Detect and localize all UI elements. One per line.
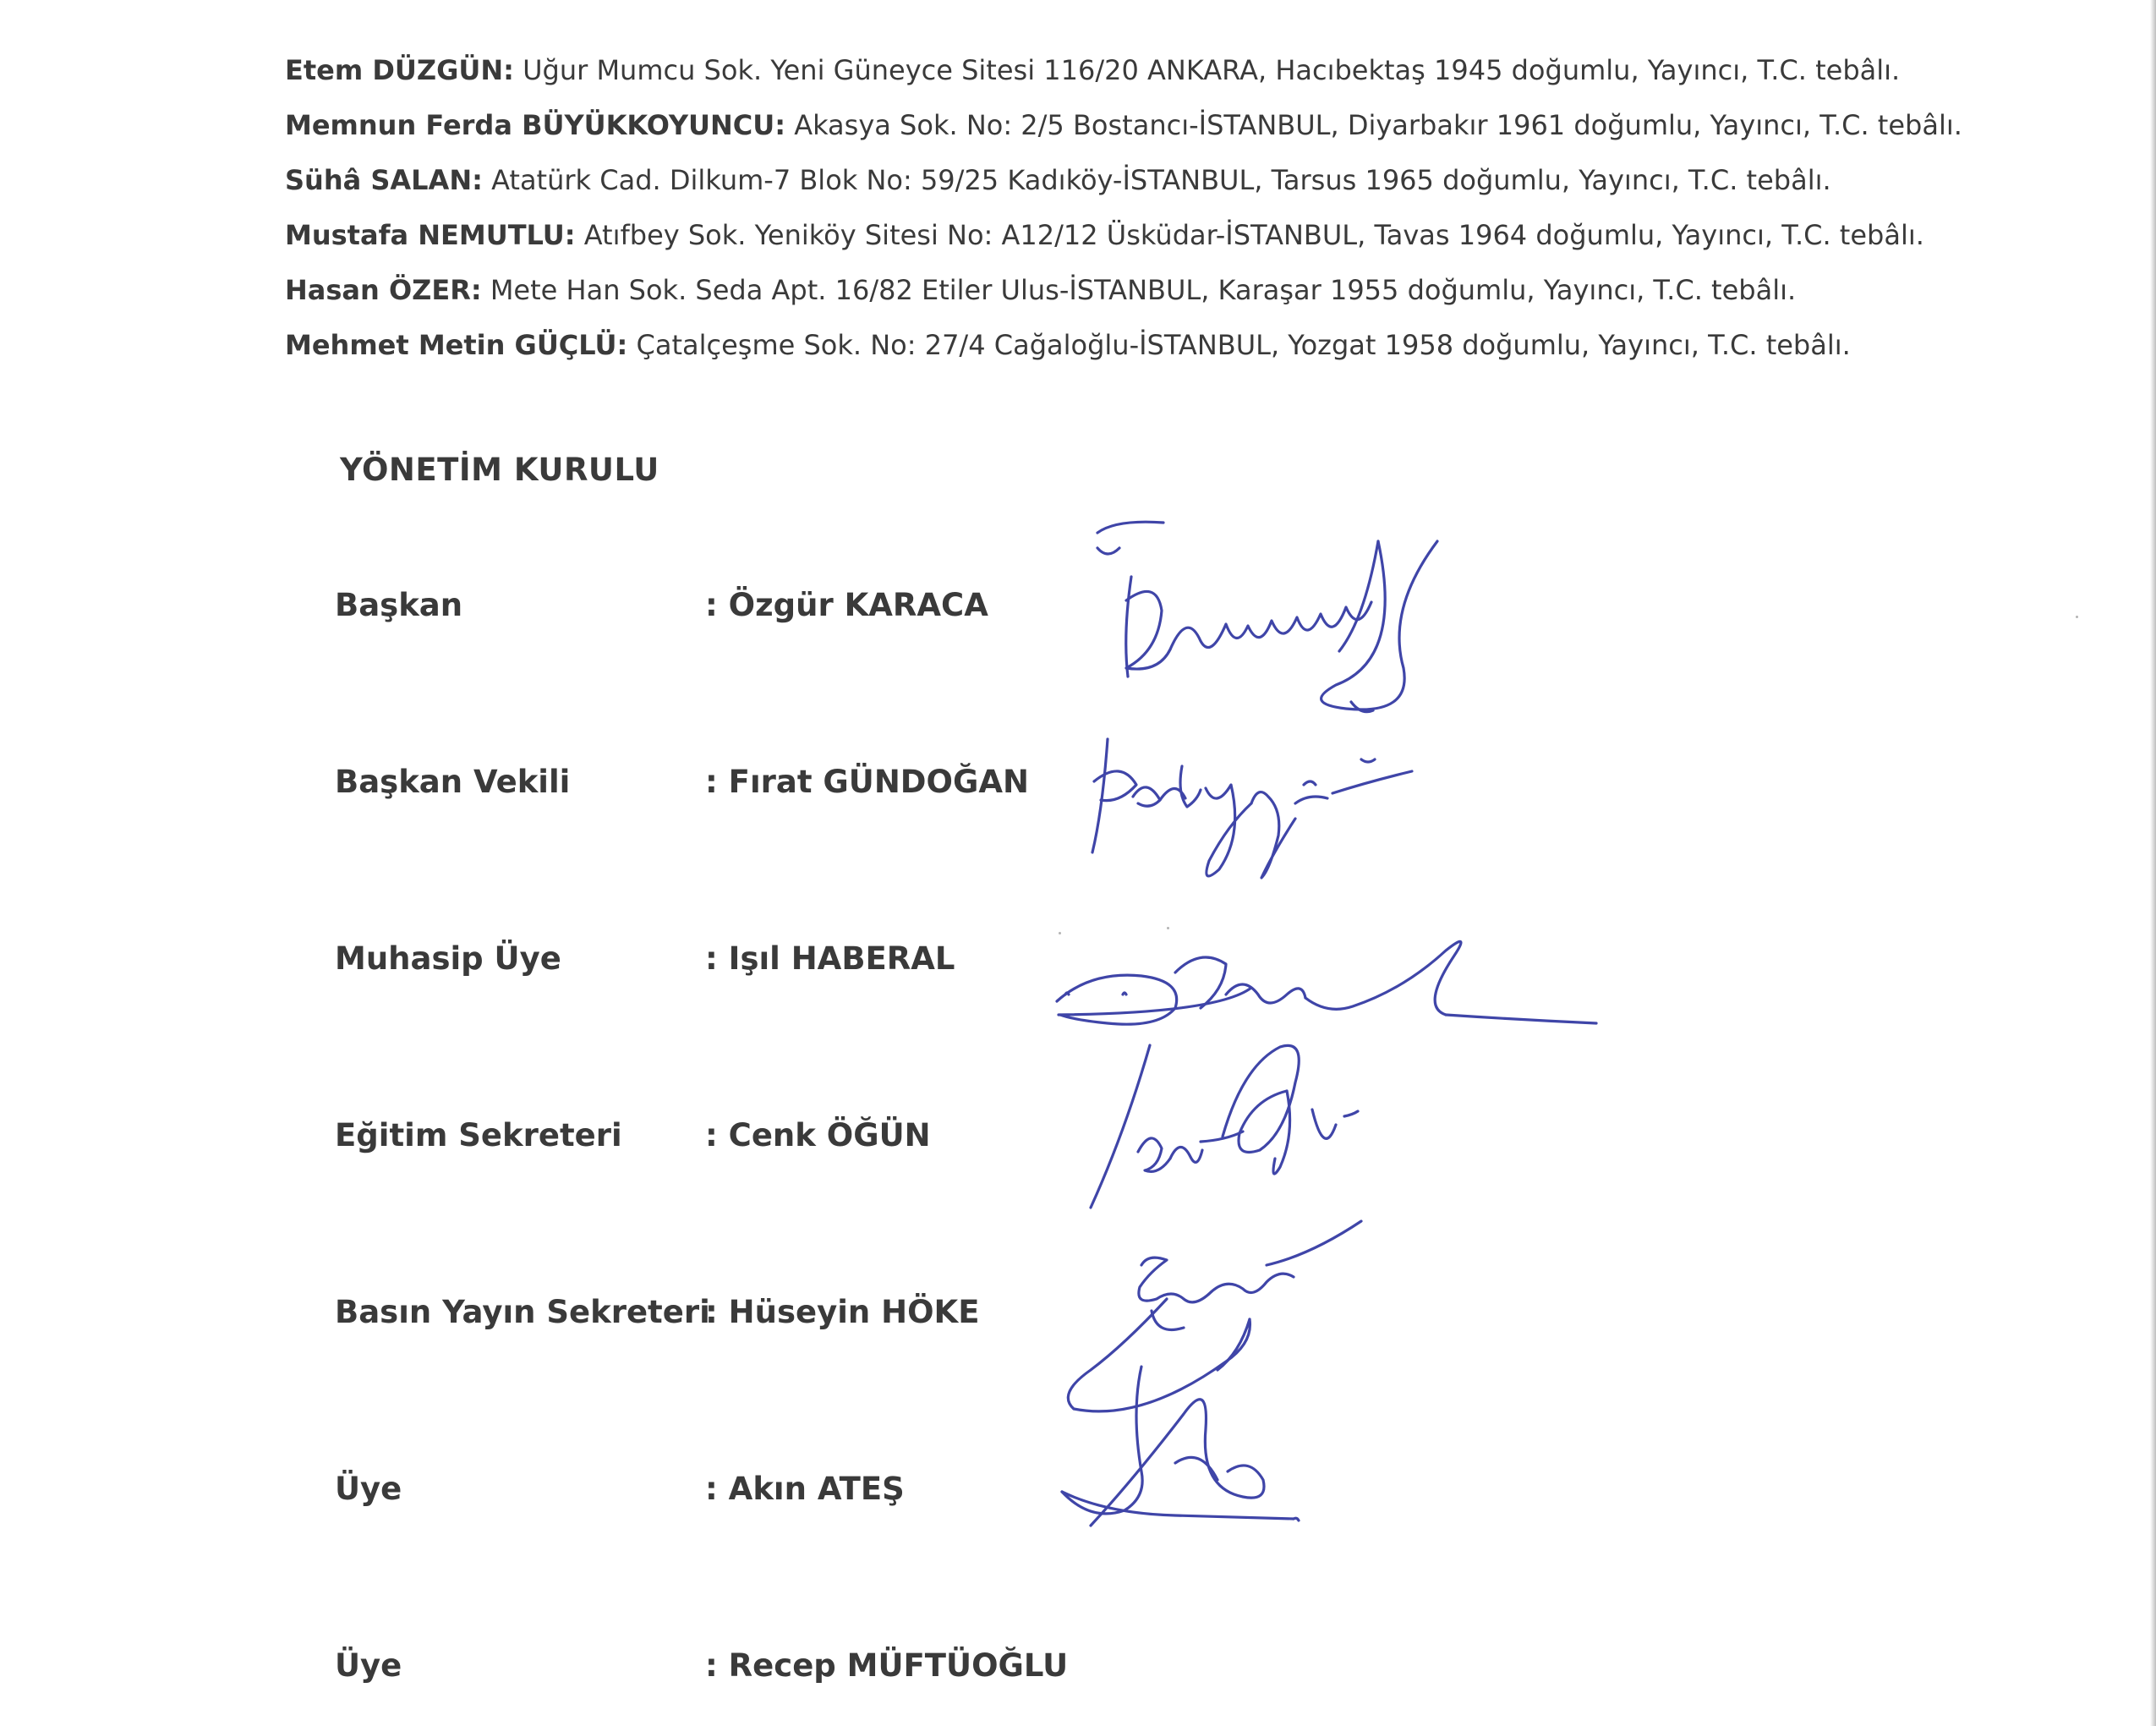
board-row-member — [0, 1645, 1268, 1687]
signature-vice-president — [1082, 726, 1471, 895]
founder-entry — [285, 271, 2077, 326]
board-role: Eğitim Sekreteri — [335, 1117, 622, 1153]
scan-speck — [1167, 927, 1169, 929]
founder-name: Memnun Ferda BÜYÜKKOYUNCU: — [285, 109, 786, 141]
founder-details: Çatalçeşme Sok. No: 27/4 Cağaloğlu-İSTANBUL, Yozgat 1958 doğumlu, Yayıncı, T.C. tebâlı. — [627, 329, 1851, 361]
board-role: Üye — [335, 1471, 402, 1507]
founder-details: Atatürk Cad. Dilkum-7 Blok No: 59/25 Kadıköy-İSTANBUL, Tarsus 1965 doğumlu, Yayıncı, T.C. tebâlı. — [482, 164, 1831, 196]
founder-details: Atıfbey Sok. Yeniköy Sitesi No: A12/12 Üsküdar-İSTANBUL, Tavas 1964 doğumlu, Yayıncı, T.C. tebâlı. — [575, 219, 1924, 251]
signature-president — [1082, 507, 1471, 727]
founder-name: Etem DÜZGÜN: — [285, 54, 514, 86]
scan-speck — [2076, 616, 2078, 618]
board-member-name: : Hüseyin HÖKE — [705, 1294, 980, 1330]
founder-entry — [285, 51, 2077, 106]
board-member-name: : Recep MÜFTÜOĞLU — [705, 1647, 1069, 1684]
founder-name: Hasan ÖZER: — [285, 274, 482, 306]
board-role: Muhasip Üye — [335, 940, 561, 977]
board-role: Üye — [335, 1647, 402, 1684]
founder-entry — [285, 326, 2077, 381]
founders-list — [285, 51, 2077, 381]
board-role: Başkan — [335, 587, 463, 623]
board-role: Basın Yayın Sekreteri — [335, 1294, 710, 1330]
board-member-name: : Akın ATEŞ — [705, 1471, 905, 1507]
founder-details: Uğur Mumcu Sok. Yeni Güneyce Sitesi 116/20 ANKARA, Hacıbektaş 1945 doğumlu, Yayıncı, T.C. tebâlı. — [513, 54, 1901, 86]
founder-entry — [285, 161, 2077, 216]
founder-name: Mehmet Metin GÜÇLÜ: — [285, 329, 628, 361]
signature-education-secretary — [1074, 1032, 1446, 1218]
scan-speck — [1059, 932, 1061, 934]
founder-details: Mete Han Sok. Seda Apt. 16/82 Etiler Ulus-İSTANBUL, Karaşar 1955 doğumlu, Yayıncı, T.C. tebâlı. — [481, 274, 1797, 306]
signature-member-akin-ates — [1040, 1353, 1344, 1539]
founder-details: Akasya Sok. No: 2/5 Bostancı-İSTANBUL, Diyarbakır 1961 doğumlu, Yayıncı, T.C. tebâlı. — [785, 109, 1962, 141]
founder-entry — [285, 106, 2077, 161]
founder-name: Mustafa NEMUTLU: — [285, 219, 576, 251]
board-member-name: : Fırat GÜNDOĞAN — [705, 764, 1029, 800]
board-role: Başkan Vekili — [335, 764, 571, 800]
board-row-president — [0, 584, 1268, 627]
founder-entry — [285, 216, 2077, 271]
founder-name: Sühâ SALAN: — [285, 164, 483, 196]
scan-page-edge — [2150, 0, 2156, 1726]
board-member-name: : Cenk ÖĞÜN — [705, 1117, 931, 1153]
signature-treasurer — [1048, 913, 1606, 1040]
board-row-vice-president — [0, 761, 1268, 803]
board-title: YÖNETİM KURULU — [340, 452, 659, 488]
board-member-name: : Özgür KARACA — [705, 587, 988, 623]
board-member-name: : Işıl HABERAL — [705, 940, 955, 977]
